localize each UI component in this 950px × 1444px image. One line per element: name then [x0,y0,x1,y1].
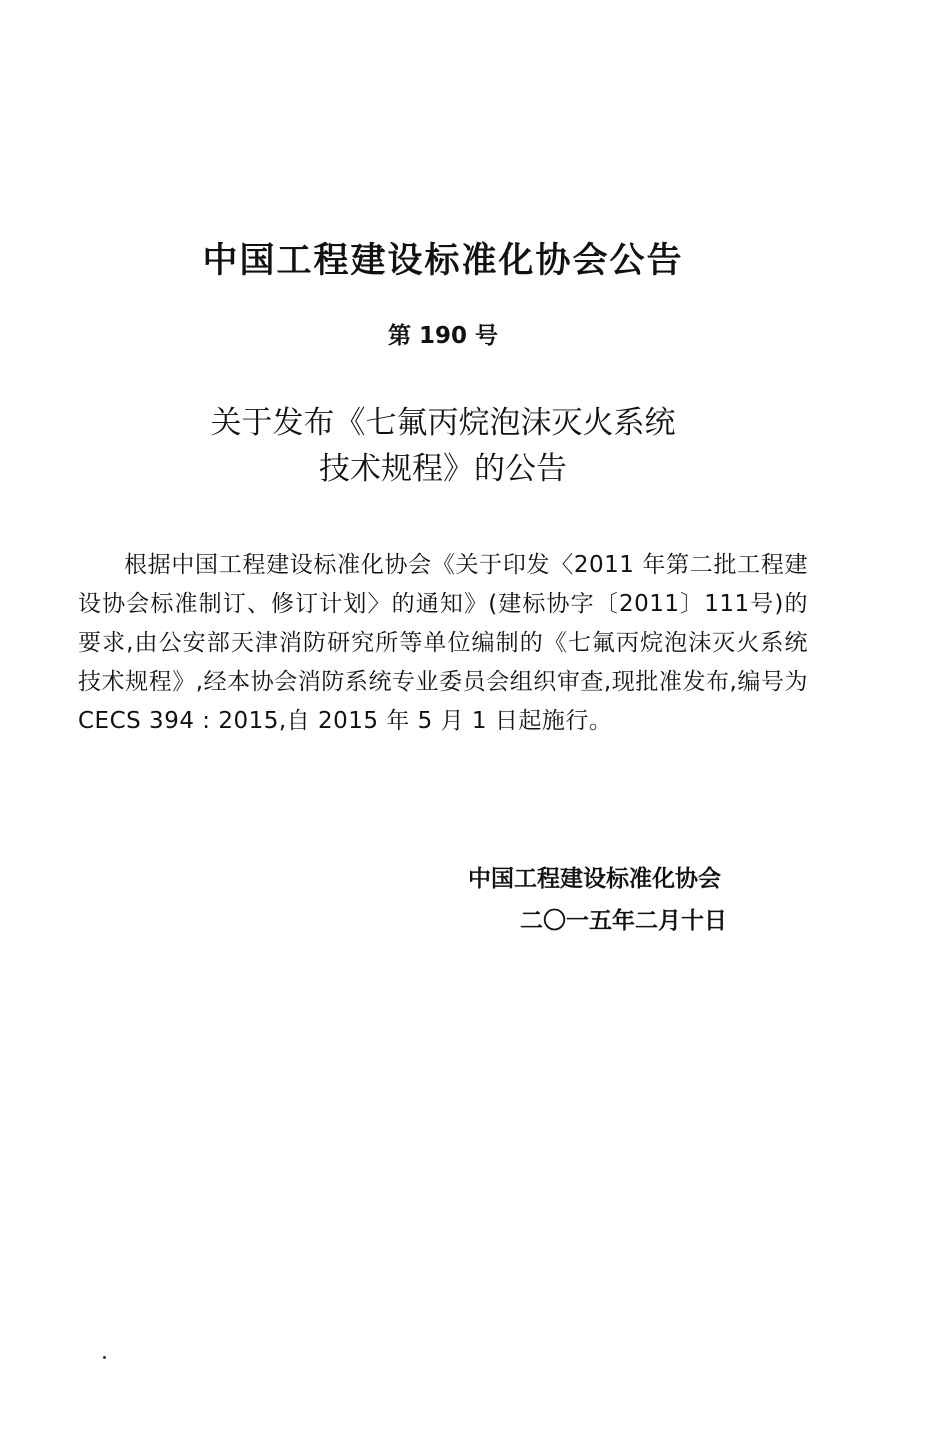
subtitle-line-1: 关于发布《七氟丙烷泡沫灭火系统 [210,405,676,441]
announcement-subtitle [0,400,886,492]
subtitle-line-2: 技术规程》的公告 [319,451,567,487]
signature-date: 二〇一五年二月十日 [520,908,727,934]
signature-block [460,858,760,942]
announcement-number: 第 190 号 [387,323,499,349]
announcement-body: 根据中国工程建设标准化协会《关于印发〈2011 年第二批工程建设协会标准制订、修订计划〉的通知》(建标协字〔2011〕111号)的要求,由公安部天津消防研究所等单位编制的《七氟丙烷泡沫灭火系统技术规程》,经本协会消防系统专业委员会组织审查,现批准发布,编号为 CECS 394 : 2015,自 2015 年 5 月 1 日起施行。 [78,552,808,734]
scan-speck [103,1356,106,1359]
signature-organization: 中国工程建设标准化协会 [468,866,721,892]
announcement-title: 中国工程建设标准化协会公告 [202,241,684,281]
